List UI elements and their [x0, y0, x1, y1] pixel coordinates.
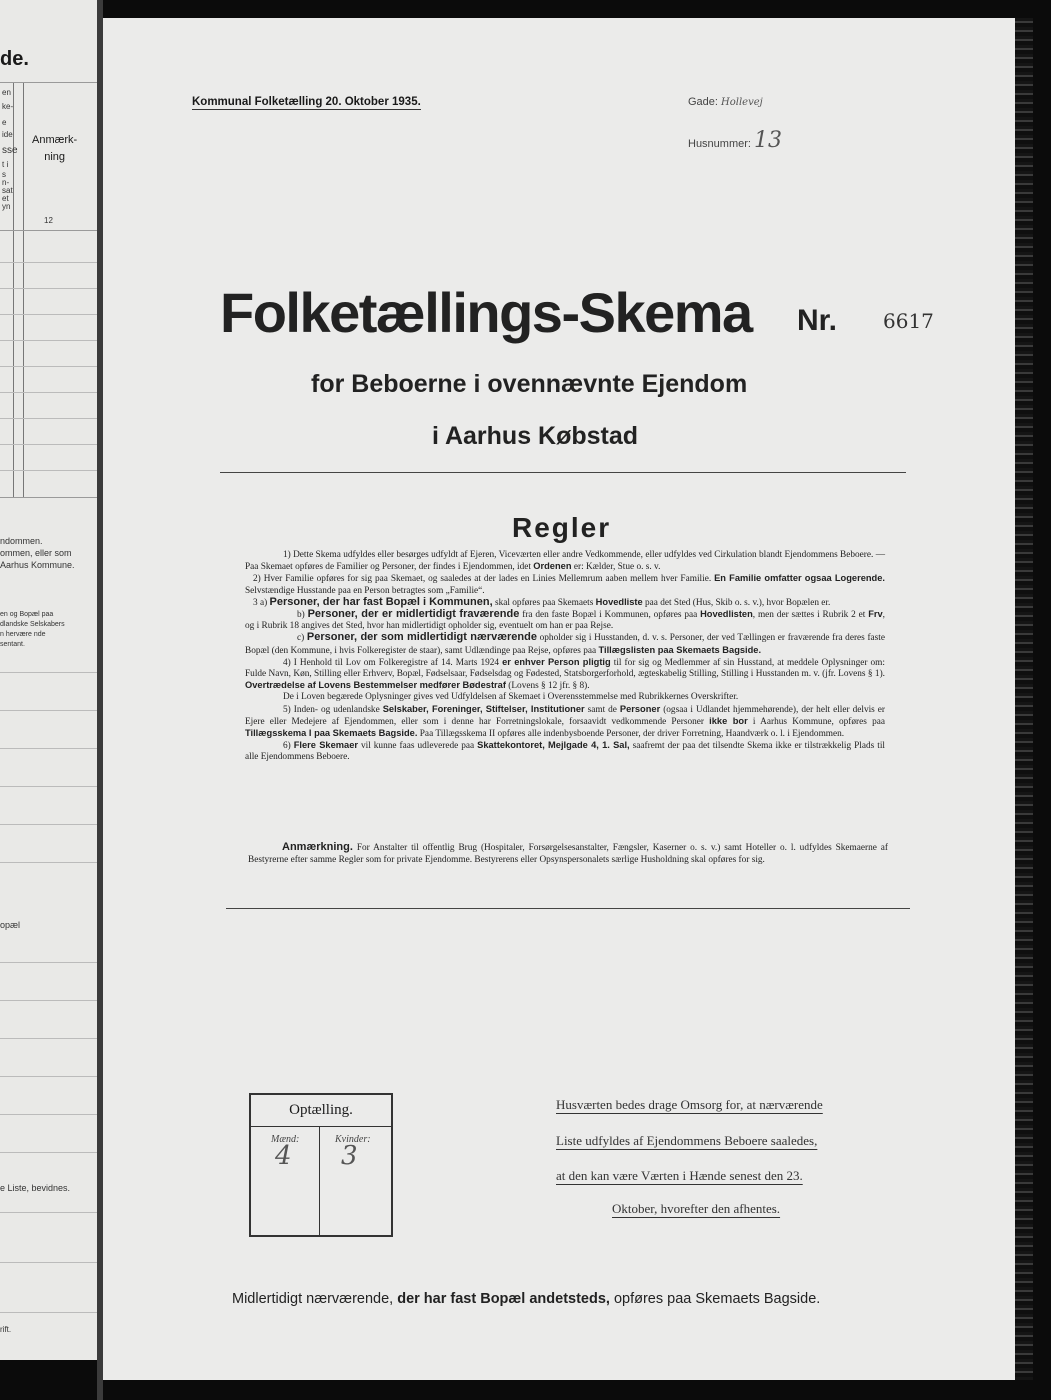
footer-note	[232, 1291, 820, 1307]
husvaerten-line-4: Oktober, hvorefter den afhentes.	[612, 1201, 781, 1216]
anmaerkning-label: Anmærkning.	[282, 841, 353, 853]
left-note-line: rift.	[0, 1325, 12, 1334]
col-fragment: t i	[2, 160, 9, 169]
title-divider	[220, 472, 906, 473]
rule-3a: 3 a) Personer, der har fast Bopæl i Kommunen, skal opføres paa Skemaets Hovedliste paa det Sted (Hus, Skib o. s. v.), hvor Bopælen er.	[253, 595, 831, 608]
col-fragment: ide	[2, 130, 13, 139]
kvinder-count: 3	[341, 1141, 358, 1171]
col-fragment: sse	[2, 145, 18, 156]
rule-4b: De i Loven begærede Oplysninger gives ved Udfyldelsen af Skemaet i Overensstemmelse med Rubrikkernes Overskrifter.	[283, 692, 739, 703]
husnummer-value: 13	[754, 128, 783, 153]
col-fragment: e	[2, 118, 7, 127]
rule-5: 5) Inden- og udenlandske Selskaber, Foreninger, Stiftelser, Institutioner samt de Personer (ogsaa i Udlandet hjemmehørende), der helt eller delvis er Ejere eller Medejere af Ejendommen, eller som i denne har Forretningslokale, forsaavidt vedkommende Personer ikke bor i Aarhus Kommune, opføres paa Tillægsskema I paa Skemaets Bagside. Paa Tillægsskema II opføres alle indenbysboende Personer, der driver Forretning, Haandværk o. l. i Ejendommen.	[245, 703, 885, 740]
optaelling-title: Optælling.	[289, 1102, 353, 1118]
rule-6: 6) Flere Skemaer vil kunne faas udleverede paa Skattekontoret, Mejlgade 4, 1. Sal, saafremt der paa det tilsendte Skema ikke er tilstrækkelig Plads til alle Ejendommens Beboere.	[245, 740, 886, 763]
col-fragment: yn	[2, 202, 11, 211]
col-fragment: en	[2, 88, 11, 97]
left-note-line: en og Bopæl paa	[0, 611, 54, 618]
left-note-line: sentant.	[0, 641, 25, 648]
left-note-line: ndommen.	[0, 536, 43, 546]
left-note-line: n hervære nde	[0, 631, 46, 638]
rules-divider	[226, 908, 910, 909]
col-fragment: ke-	[2, 102, 14, 111]
rule-3c: c) Personer, der som midlertidigt nærværende opholder sig i Husstanden, d. v. s. Personer, der ved Tællingen er fraværende fra deres faste Bopæl (den Kommune, i hvis Folkeregister de staar), samt Udlændinge paa Rejse, opføres paa Tillægslisten paa Skemaets Bagside.	[245, 631, 886, 656]
form-subtitle-2: i Aarhus Købstad	[432, 422, 639, 450]
col-fragment: s	[2, 170, 6, 179]
left-note-line: ommen, eller som	[0, 548, 72, 558]
col-fragment: sat	[2, 186, 13, 195]
rule-3b: b) Personer, der er midlertidigt fraværende fra den faste Bopæl i Kommunen, opføres paa Hovedlisten, men der sættes i Rubrik 2 et Frv, og i Rubrik 18 angives det Sted, hvor han midlertidigt opholder sig, eventuelt om han er paa Rejse.	[245, 608, 885, 632]
rule-2: 2) Hver Familie opføres for sig paa Skemaet, og saaledes at der lades en Linies Mellemrum aaben mellem hver Familie. En Familie omfatter ogsaa Logerende. Selvstændige Husstande paa en Person betragtes som „Familie“.	[245, 573, 885, 596]
rule-1: 1) Dette Skema udfyldes eller besørges udfyldt af Ejeren, Viceværten eller andre Vedkommende, eller udfyldes ved Cirkulation blandt Ejendommens Beboere. — Paa Skemaet opføres de Familier og Personer, der findes i Ejendommen, idet Ordenen er: Kælder, Stue o. s. v.	[245, 550, 885, 573]
gade-field	[688, 96, 763, 108]
form-subtitle-1: for Beboerne i ovennævnte Ejendom	[311, 370, 748, 398]
maend-count: 4	[275, 1141, 292, 1171]
col-fragment: et	[2, 194, 9, 203]
husnummer-label: Husnummer:	[688, 138, 751, 150]
maend-label: Mænd:	[271, 1134, 300, 1145]
footer-bold: der har fast Bopæl andetsteds,	[397, 1291, 610, 1307]
anmaerkning-text: For Anstalter til offentlig Brug (Hospitaler, Forsørgelsesanstalter, Fængsler, Kaserner o. s. v.) samt Hoteller o. l. udfyldes Skemaerne af Bestyrerne efter samme Regler som for private Ejendomme. Bestyrerens eller Opsynspersonalets særlige Husholdning skal opføres for sig.	[248, 843, 889, 865]
left-page-fragment	[0, 0, 99, 1360]
left-note-line: Aarhus Kommune.	[0, 560, 75, 570]
anmaerkning-note	[248, 842, 888, 866]
form-nr-label: Nr.	[797, 304, 838, 337]
col-fragment: n-	[2, 178, 10, 187]
left-page-title: de.	[0, 48, 29, 70]
rules-text	[245, 550, 885, 764]
form-nr-value: 6617	[883, 309, 934, 333]
binding-edge	[1015, 18, 1033, 1380]
rules-heading: Regler	[512, 512, 612, 543]
husnummer-field	[688, 128, 782, 153]
anmaerkning-column-header: Anmærk- ning	[32, 134, 78, 163]
form-title: Folketællings-Skema	[220, 281, 752, 344]
footer-pre: Midlertidigt nærværende,	[232, 1291, 394, 1307]
column-number: 12	[44, 216, 53, 225]
husvaerten-line-3: at den kan være Værten i Hænde senest den 23.	[556, 1168, 803, 1183]
gade-label: Gade:	[688, 96, 718, 108]
optaelling-box	[249, 1093, 393, 1237]
gade-value: Hollevej	[721, 97, 763, 108]
husvaerten-line-1: Husværten bedes drage Omsorg for, at nærværende	[556, 1097, 823, 1112]
census-header-line: Kommunal Folketælling 20. Oktober 1935.	[192, 96, 421, 108]
left-note-line: dlandske Selskabers	[0, 621, 65, 628]
husvaerten-line-2: Liste udfyldes af Ejendommens Beboere saaledes,	[556, 1133, 818, 1148]
footer-post: opføres paa Skemaets Bagside.	[613, 1291, 821, 1307]
left-note-line: e Liste, bevidnes.	[0, 1183, 71, 1193]
left-note-line: opæl	[0, 920, 21, 930]
rule-4: 4) I Henhold til Lov om Folkeregistre af 14. Marts 1924 er enhver Person pligtig til for sig og Medlemmer af sin Husstand, at meddele Oplysninger om: Fulde Navn, Køn, Stilling eller Erhverv, Bopæl, Fødselsaar, Fødselsdag og Fødested, Statsborgerforhold, ægteskabelig Stilling, Stilling i Husstanden m. v. (jfr. Lovens § 1). Overtrædelse af Lovens Bestemmelser medfører Bødestraf (Lovens § 12 jfr. § 8).	[245, 656, 885, 692]
kvinder-label: Kvinder:	[335, 1134, 371, 1145]
